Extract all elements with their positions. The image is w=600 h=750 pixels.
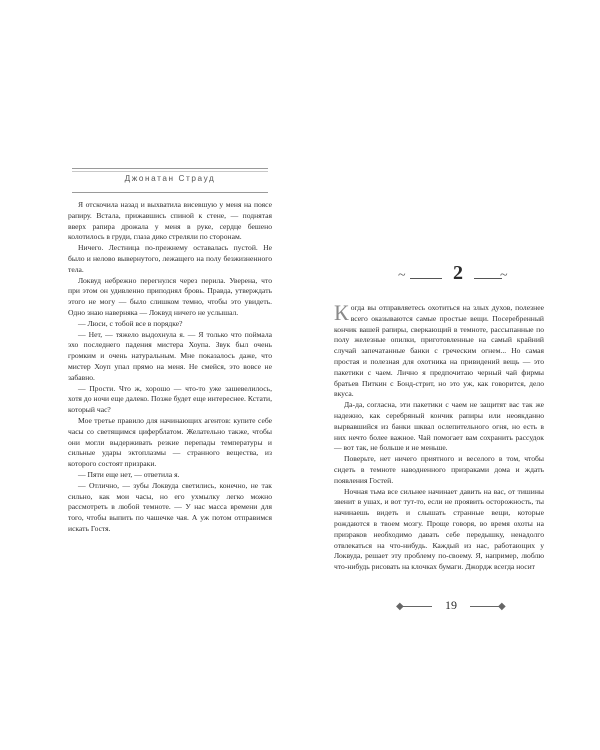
paragraph: — Прости. Что ж, хорошо — что-то уже зашевелилось, хотя до ночи еще далеко. Позже будет еще интереснее. Кстати, который час? [68, 383, 272, 415]
paragraph: Да-да, согласна, эти пакетики с чаем не защитят вас так же надежно, как серебряный кончик рапиры или неоякданно вырвавшийся из банки шквал ослепительного огня, но есть в них нечто более важное. Чай помогает вам сохранить рассудок — вот так, не больше и не меньше. [334, 400, 544, 453]
header-rule-bottom [72, 192, 268, 193]
paragraph: Поверьте, нет ничего приятного и веселого в том, чтобы сидеть в темноте наводненного призраками дома и ждать появления Гостей. [334, 454, 544, 485]
paragraph: Локвуд небрежно перегнулся через перила. Уверена, что при этом он удивленно приподнял бровь. Правда, утверждать этого не могу — было слишком темно, чтобы это увидеть. Одно знаю наверняка — Локвуд ничего не услышал. [68, 275, 272, 317]
ornament-square-icon: ◆ [498, 601, 506, 612]
ornament-square-icon: ◆ [396, 601, 404, 612]
right-page [300, 0, 600, 750]
ornament-line [474, 278, 502, 279]
folio-line [470, 606, 500, 607]
right-body-text [334, 300, 544, 573]
page-number: 19 [445, 598, 457, 612]
paragraph: — Отлично, — зубы Локвуда светились, конечно, не так сильно, как мои часы, но его ухмылку легко можно рассмотреть в любой темноте. — У нас масса времени для того, чтобы выпить по чашечке чая. А уж потом отправимся искать Гостя. [68, 480, 272, 533]
header-rule-top [72, 168, 268, 169]
paragraph: Я отскочила назад и выхватила висевшую у меня на поясе рапиру. Встала, прижавшись спиной к стене, — поднятая вверх рапира дрожала у меня в руке, сердце бешено колотилось в груди, глаза дико стреляли по сторонам. [68, 200, 272, 242]
paragraph: Ночная тьма все сильнее начинает давить на вас, от тишины звенит в ушах, и вот тут-то, если не проявить осторожность, ты начинаешь видеть и слышать странные вещи, которые рождаются в твоем мозгу. Проще говоря, во время охоты на призраков необходимо давать себе передышку, ненадолго отвлекаться на что-нибудь. Каждый из нас, работающих у Локвуда, решает эту проблему по-своему. Я, например, люблю что-нибудь рисовать на клочках бумаги. Джордж всегда носит [334, 486, 544, 572]
paragraph: Мое третье правило для начинающих агентов: купите себе часы со светящимся циферблатом. Желательно также, чтобы они могли выдерживать резкие перепады температуры и сильные удары эктоплазмы — странного вещества, из которого состоят призраки. [68, 415, 272, 469]
ornament-curl-icon: ~ [500, 268, 508, 283]
paragraph: Ничего. Лестница по-прежнему оставалась пустой. Не было и нелово вывернутого, лежащего на полу безжизненного тела. [68, 243, 272, 274]
chapter-heading [396, 258, 516, 298]
paragraph: — Нет, — тяжело выдохнула я. — Я только что поймала эхо последнего падения мистера Хоупа. Звук был очень громким и очень натуральным. Мне показалось даже, что мистер Хоуп упал прямо на меня. Не смейся, это вовсе не забавно. [68, 329, 272, 382]
paragraph: — Пяти еще нет, — ответила я. [78, 469, 180, 479]
folio-line [402, 606, 432, 607]
drop-cap: К [334, 300, 349, 325]
author-name: Джонатан Страуд [124, 174, 216, 183]
running-header [72, 168, 268, 194]
page-folio [396, 598, 506, 618]
ornament-line [410, 278, 442, 279]
first-paragraph-text: огда вы отправляетесь охотиться на злых духов, полезнее всего оказываются самые простые вещи. Посеребренный кончик вашей рапиры, сверкающий в темноте, рассыпанные по полу железные опилки, приготовленные на самый крайний случай запечатанные банки с греческим огнем... Но самая простая и полезная для охотника на привидений вещь — это пакетики с чаем. Лично я предпочитаю черный чай фирмы братьев Питкин с Бонд-стрит, но это уж, как говорится, дело вкуса. [334, 303, 544, 399]
left-body-text [68, 200, 272, 535]
header-rule-inner [72, 171, 268, 172]
first-paragraph [334, 300, 544, 400]
ornament-curl-icon: ~ [398, 268, 406, 283]
paragraph: — Люси, с тобой все в порядке? [78, 318, 183, 328]
chapter-number: 2 [453, 262, 463, 284]
